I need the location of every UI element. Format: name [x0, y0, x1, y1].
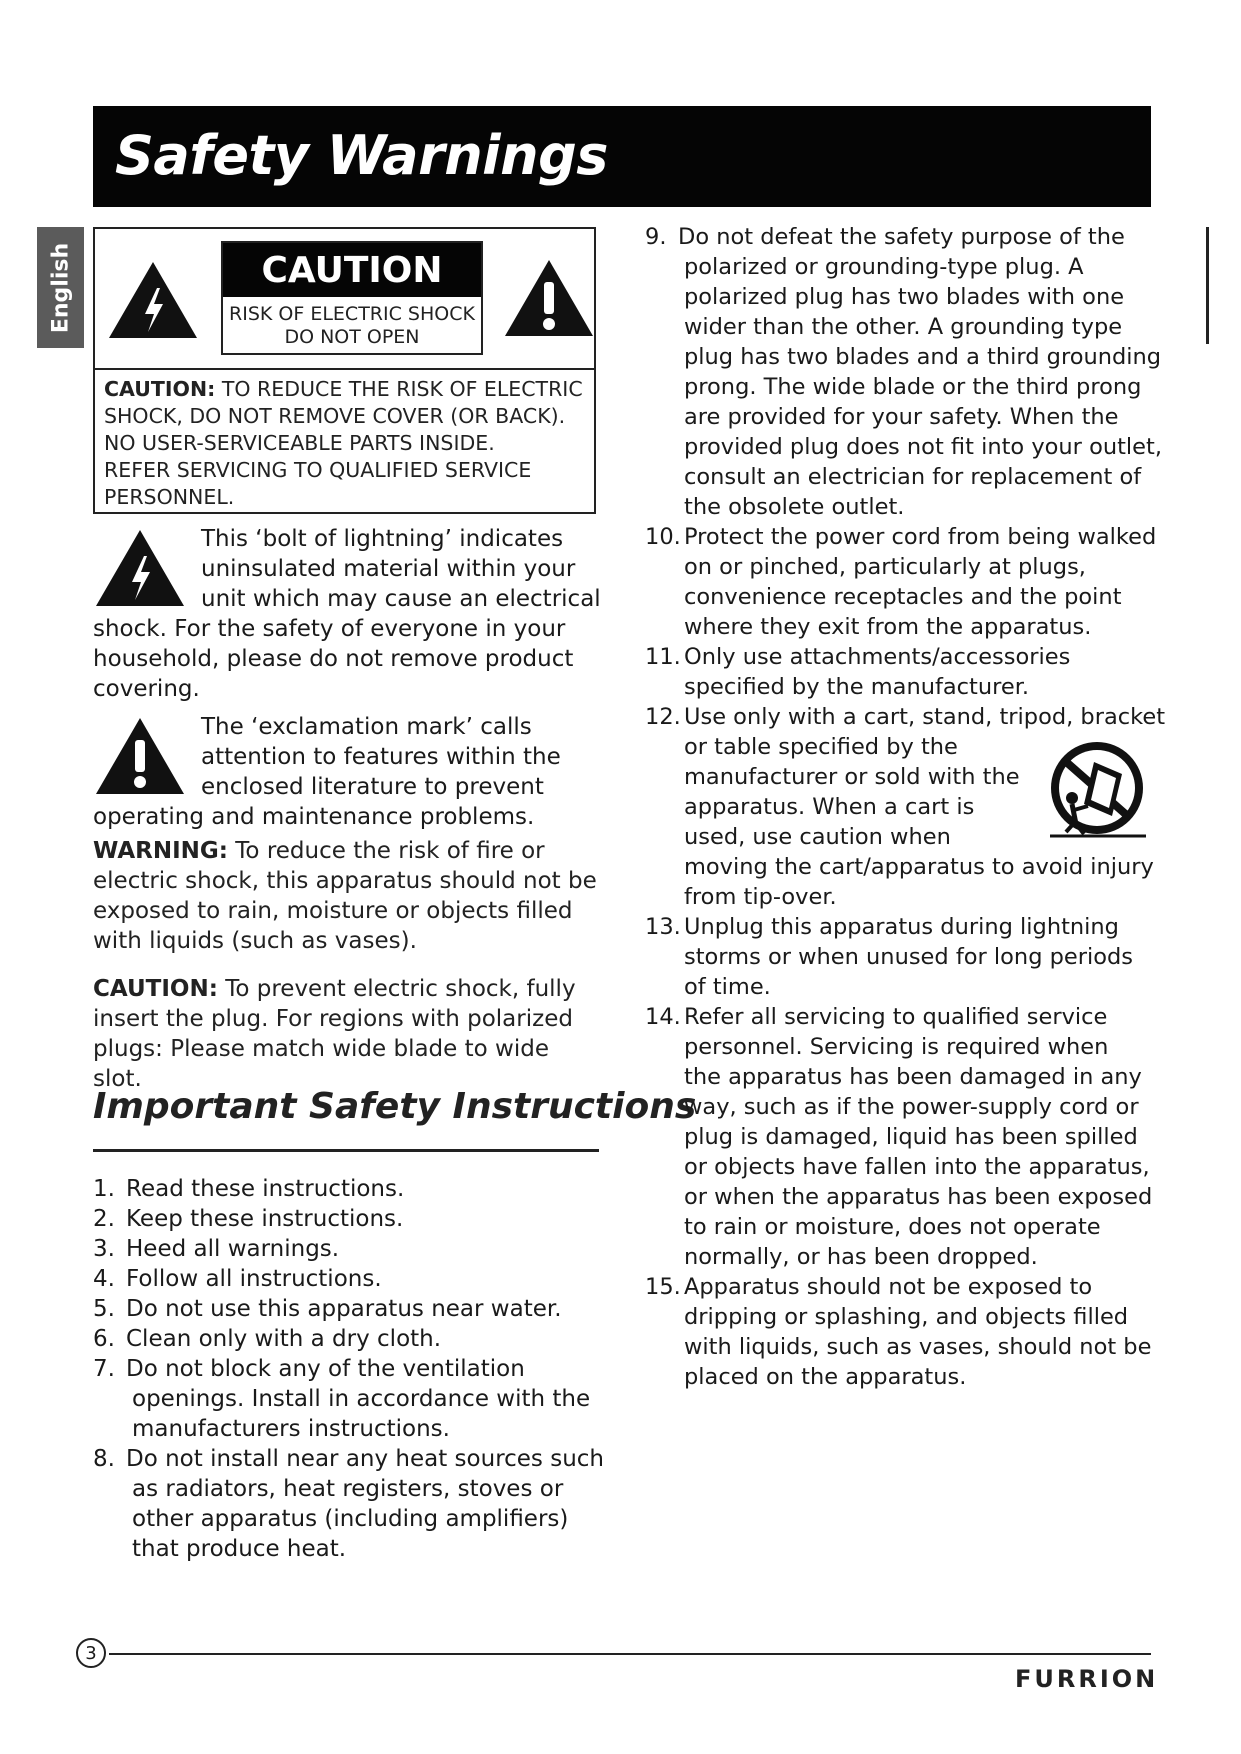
text-line: uninsulated material within your [201, 556, 576, 582]
item-text: with liquids, such as vases, should not be [684, 1334, 1152, 1360]
list-item [645, 912, 1165, 1002]
item-number: 2. [93, 1206, 115, 1232]
item-text: Do not use this apparatus near water. [126, 1296, 562, 1322]
item-text: the apparatus has been damaged in any [684, 1064, 1142, 1090]
text-line-content: TO REDUCE THE RISK OF ELECTRIC [215, 377, 583, 401]
item-text: specified by the manufacturer. [684, 674, 1030, 700]
heading-rule [93, 1149, 599, 1152]
caution-label-title: CAUTION [223, 243, 481, 297]
item-number: 4. [93, 1266, 115, 1292]
text-line: enclosed literature to prevent [201, 774, 544, 800]
item-number: 15. [645, 1274, 681, 1300]
item-text: Keep these instructions. [126, 1206, 404, 1232]
item-number: 8. [93, 1446, 115, 1472]
text-line: covering. [93, 676, 200, 702]
item-text: Protect the power cord from being walked [684, 524, 1157, 550]
language-tab [37, 227, 84, 348]
item-text: provided plug does not fit into your outlet, [684, 434, 1162, 460]
page-title: Safety Warnings [115, 124, 608, 187]
item-text: or objects have fallen into the apparatus, [684, 1154, 1150, 1180]
lightning-warning-icon [93, 528, 187, 608]
list-item [93, 1204, 613, 1234]
item-text: on or pinched, particularly at plugs, [684, 554, 1086, 580]
text-line: plugs: Please match wide blade to wide slot. [93, 1036, 549, 1092]
item-text: plug has two blades and a third grounding [684, 344, 1162, 370]
exclamation-warning-icon [93, 716, 187, 796]
text-line: electric shock, this apparatus should not be [93, 868, 597, 894]
list-item [93, 1324, 613, 1354]
item-text: or table specified by the [684, 734, 958, 760]
item-text: Do not block any of the ventilation [126, 1356, 525, 1382]
item-number: 7. [93, 1356, 115, 1382]
brand-logo: FURRION [1015, 1665, 1159, 1693]
caution-bold: CAUTION: [93, 976, 218, 1002]
item-number: 13. [645, 914, 681, 940]
item-text: manufacturers instructions. [132, 1416, 450, 1442]
instructions-list-left [93, 1174, 613, 1564]
text-line-content: To reduce the risk of fire or [227, 838, 545, 864]
item-text: placed on the apparatus. [684, 1364, 967, 1390]
footer-rule [109, 1653, 1151, 1655]
text-line-content: To prevent electric shock, fully [217, 976, 576, 1002]
item-text: apparatus. When a cart is [684, 794, 975, 820]
text-line: unit which may cause an electrical [201, 586, 601, 612]
item-text: Use only with a cart, stand, tripod, bracket [684, 704, 1166, 730]
list-item [645, 642, 1165, 702]
item-text: storms or when unused for long periods [684, 944, 1134, 970]
text-line [104, 376, 584, 403]
list-item [93, 1354, 613, 1444]
item-text: are provided for your safety. When the [684, 404, 1119, 430]
list-item [93, 1264, 613, 1294]
text-line: REFER SERVICING TO QUALIFIED SERVICE [104, 458, 532, 482]
lightning-warning-icon [107, 260, 199, 340]
item-text: Only use attachments/accessories [684, 644, 1071, 670]
text-line [93, 836, 603, 866]
item-text: Apparatus should not be exposed to [684, 1274, 1093, 1300]
item-text: openings. Install in accordance with the [132, 1386, 591, 1412]
text-line: SHOCK, DO NOT REMOVE COVER (OR BACK). [104, 404, 566, 428]
text-line: This ‘bolt of lightning’ indicates [201, 526, 564, 552]
text-line: exposed to rain, moisture or objects filled [93, 898, 573, 924]
item-text: moving the cart/apparatus to avoid injury [684, 854, 1154, 880]
item-text: as radiators, heat registers, stoves or [132, 1476, 564, 1502]
item-text: normally, or has been dropped. [684, 1244, 1038, 1270]
cart-tipover-icon [1042, 740, 1152, 840]
item-text: Follow all instructions. [126, 1266, 382, 1292]
text-line: attention to features within the [201, 744, 561, 770]
item-text: Unplug this apparatus during lightning [684, 914, 1119, 940]
list-item [93, 1294, 613, 1324]
caution-note [93, 974, 603, 1094]
caution-box-text [104, 376, 584, 511]
item-text: polarized plug has two blades with one [684, 284, 1125, 310]
item-text: Read these instructions. [126, 1176, 405, 1202]
item-number: 5. [93, 1296, 115, 1322]
warning-note [93, 836, 603, 956]
list-item [645, 222, 1165, 522]
item-text: consult an electrician for replacement of [684, 464, 1142, 490]
item-text: dripping or splashing, and objects filled [684, 1304, 1129, 1330]
item-number: 1. [93, 1176, 115, 1202]
item-number: 3. [93, 1236, 115, 1262]
item-text: other apparatus (including amplifiers) [132, 1506, 569, 1532]
language-label: English [48, 242, 73, 333]
item-text: that produce heat. [132, 1536, 347, 1562]
item-text: wider than the other. A grounding type [684, 314, 1123, 340]
item-number: 9. [645, 224, 667, 250]
item-text: convenience receptacles and the point [684, 584, 1122, 610]
item-text: to rain or moisture, does not operate [684, 1214, 1101, 1240]
text-line: insert the plug. For regions with polarized [93, 1006, 573, 1032]
item-text: used, use caution when [684, 824, 951, 850]
item-text: Do not install near any heat sources such [126, 1446, 605, 1472]
item-text: Do not defeat the safety purpose of the [678, 224, 1125, 250]
item-text: where they exit from the apparatus. [684, 614, 1092, 640]
text-line: The ‘exclamation mark’ calls [201, 714, 532, 740]
item-text: the obsolete outlet. [684, 494, 905, 520]
section-heading: Important Safety Instructions [93, 1086, 697, 1127]
item-text: prong. The wide blade or the third prong [684, 374, 1142, 400]
item-number: 14. [645, 1004, 681, 1030]
item-text: personnel. Servicing is required when [684, 1034, 1109, 1060]
list-item [93, 1174, 613, 1204]
item-text: Heed all warnings. [126, 1236, 340, 1262]
item-text: plug is damaged, liquid has been spilled [684, 1124, 1138, 1150]
list-item [645, 1002, 1165, 1272]
list-item [93, 1444, 613, 1564]
text-line: operating and maintenance problems. [93, 804, 535, 830]
exclamation-warning-icon [503, 258, 595, 338]
item-text: or when the apparatus has been exposed [684, 1184, 1153, 1210]
page-header [93, 106, 1151, 207]
caution-label-subtitle [223, 297, 481, 349]
item-number: 12. [645, 704, 681, 730]
item-text: of time. [684, 974, 771, 1000]
caution-label-line: DO NOT OPEN [284, 326, 420, 348]
page-number: 3 [76, 1638, 106, 1668]
item-number: 11. [645, 644, 681, 670]
caution-bold: CAUTION: [104, 377, 216, 401]
list-item [645, 1272, 1165, 1392]
item-text: manufacturer or sold with the [684, 764, 1020, 790]
caution-label-line: RISK OF ELECTRIC SHOCK [229, 303, 475, 325]
caution-box [93, 227, 596, 514]
item-text: way, such as if the power-supply cord or [684, 1094, 1139, 1120]
item-text: Refer all servicing to qualified service [684, 1004, 1108, 1030]
caution-label [221, 241, 483, 355]
caution-box-top [95, 229, 594, 370]
text-line [93, 974, 603, 1004]
item-text: Clean only with a dry cloth. [126, 1326, 442, 1352]
item-text: polarized or grounding-type plug. A [684, 254, 1084, 280]
item-text: from tip-over. [684, 884, 837, 910]
text-line: PERSONNEL. [104, 485, 235, 509]
item-number: 6. [93, 1326, 115, 1352]
text-line: with liquids (such as vases). [93, 928, 417, 954]
exclamation-note [93, 712, 603, 832]
list-item [93, 1234, 613, 1264]
margin-rule [1206, 227, 1209, 344]
text-line: shock. For the safety of everyone in your [93, 616, 566, 642]
item-number: 10. [645, 524, 681, 550]
text-line: NO USER-SERVICEABLE PARTS INSIDE. [104, 431, 495, 455]
text-line: household, please do not remove product [93, 646, 574, 672]
warning-bold: WARNING: [93, 838, 228, 864]
lightning-note [93, 524, 603, 704]
list-item [645, 522, 1165, 642]
